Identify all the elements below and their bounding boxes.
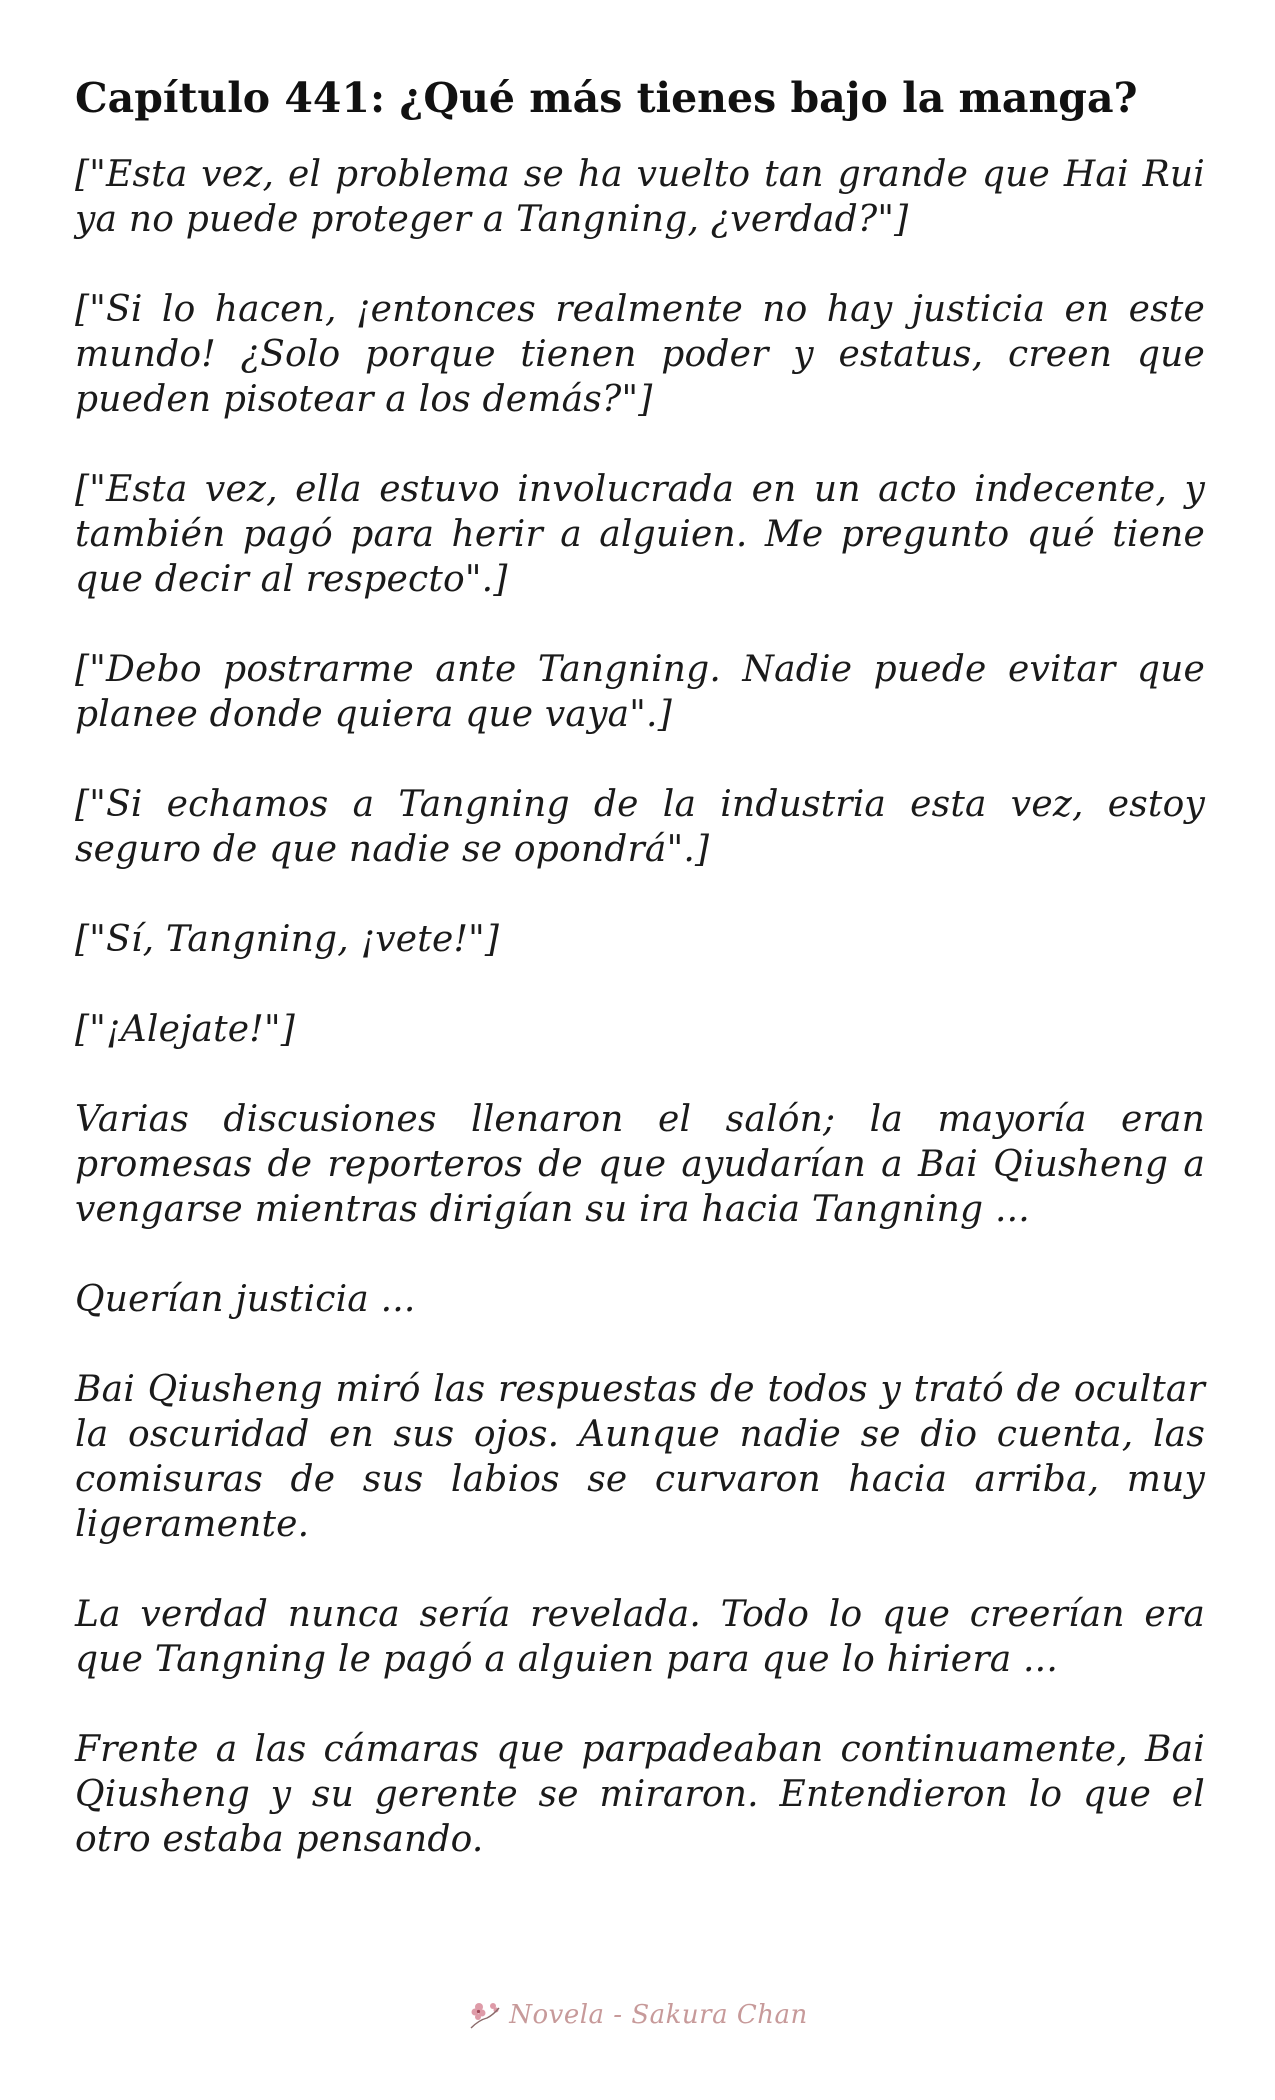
chapter-page (75, 68, 1205, 1907)
paragraph: Frente a las cámaras que parpadeaban continuamente, Bai Qiusheng y su gerente se miraron. Entendieron lo que el otro estaba pensando. (75, 1729, 1205, 1860)
paragraph: ["Si echamos a Tangning de la industria esta vez, estoy seguro de que nadie se opondrá".] (75, 784, 1205, 870)
watermark (0, 1995, 1275, 2035)
chapter-title: Capítulo 441: ¿Qué más tienes bajo la manga? (75, 74, 1138, 122)
watermark-text: Novela - Sakura Chan (509, 2000, 808, 2030)
paragraph: Varias discusiones llenaron el salón; la mayoría eran promesas de reporteros de que ayudarían a Bai Qiusheng a vengarse mientras dirigían su ira hacia Tangning ... (75, 1099, 1205, 1230)
paragraph: ["Debo postrarme ante Tangning. Nadie puede evitar que planee donde quiera que vaya".] (75, 649, 1205, 735)
paragraph: ["¡Alejate!"] (75, 1009, 295, 1050)
paragraph: Querían justicia ... (75, 1279, 416, 1320)
paragraph: ["Esta vez, ella estuvo involucrada en un acto indecente, y también pagó para herir a alguien. Me pregunto qué tiene que decir al respecto".] (75, 469, 1205, 600)
paragraph: ["Sí, Tangning, ¡vete!"] (75, 919, 500, 960)
sakura-flower-icon (467, 1998, 503, 2032)
paragraph: La verdad nunca sería revelada. Todo lo que creerían era que Tangning le pagó a alguien para que lo hiriera ... (75, 1594, 1205, 1680)
paragraph: ["Esta vez, el problema se ha vuelto tan grande que Hai Rui ya no puede proteger a Tangning, ¿verdad?"] (75, 154, 1205, 240)
paragraph: Bai Qiusheng miró las respuestas de todos y trató de ocultar la oscuridad en sus ojos. Aunque nadie se dio cuenta, las comisuras de sus labios se curvaron hacia arriba, muy ligeramente. (75, 1369, 1205, 1545)
paragraph: ["Si lo hacen, ¡entonces realmente no hay justicia en este mundo! ¿Solo porque tienen poder y estatus, creen que pueden pisotear a los demás?"] (75, 289, 1205, 420)
